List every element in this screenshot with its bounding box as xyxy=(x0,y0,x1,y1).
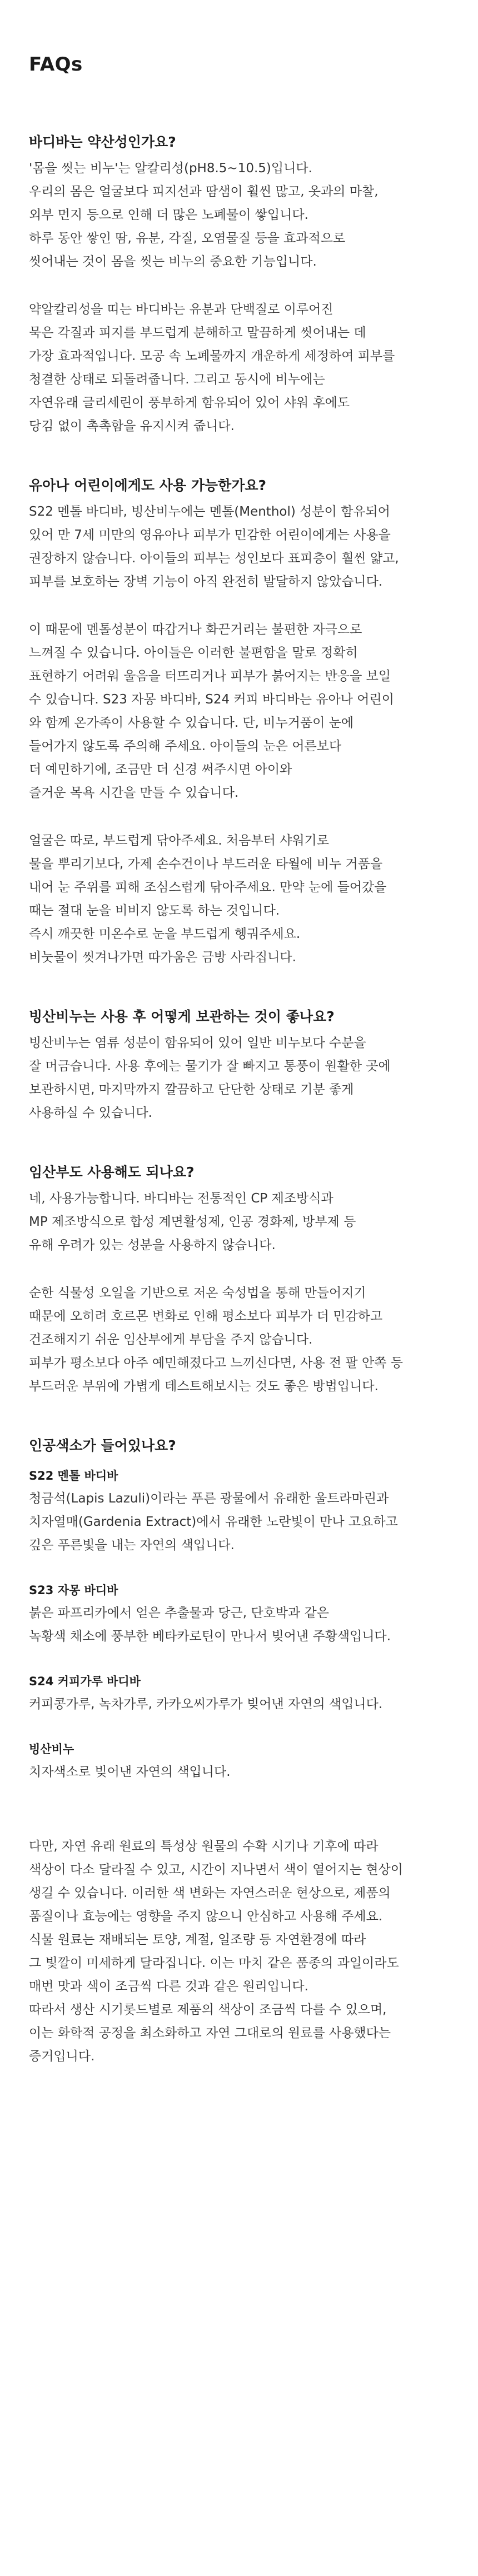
colorant-product-title: S23 자몽 바디바 xyxy=(29,1584,118,1597)
faq-answer-paragraph: 빙산비누는 염류 성분이 함유되어 있어 일반 비누보다 수분을 잘 머금습니다. 사용 후에는 물기가 잘 빠지고 통풍이 원활한 곳에 보관하시면, 마지막까지 깔끔하고 단단한 상태로 기분 좋게 사용하실 수 있습니다. xyxy=(29,1036,391,1120)
faq-item-children xyxy=(29,475,449,969)
colorant-item-s24 xyxy=(29,1670,449,1716)
faq-answer-paragraph: 약알칼리성을 띠는 바디바는 유분과 단백질로 이루어진 묵은 각질과 피지를 부드럽게 분해하고 말끔하게 씻어내는 데 가장 효과적입니다. 모공 속 노폐물까지 개운하게 세정하여 피부를 청결한 상태로 되돌려줍니다. 그리고 동시에 비누에는 자연유래 글리세린이 풍부하게 함유되어 있어 샤워 후에도 당김 없이 촉촉함을 유지시켜 줍니다. xyxy=(29,302,395,433)
faq-answer-paragraph: S22 멘톨 바디바, 빙산비누에는 멘톨(Menthol) 성분이 함유되어 있어 만 7세 미만의 영유아나 피부가 민감한 어린이에게는 사용을 권장하지 않습니다. 아이들의 피부는 성인보다 표피층이 훨씬 얇고, 피부를 보호하는 장벽 기능이 아직 완전히 발달하지 않았습니다. xyxy=(29,505,399,589)
colorant-item-s22 xyxy=(29,1465,449,1557)
colorant-description: 붉은 파프리카에서 얻은 추출물과 당근, 단호박과 같은 녹황색 채소에 풍부한 베타카로틴이 만나서 빚어낸 주황색입니다. xyxy=(29,1606,391,1644)
colorant-description: 치자색소로 빚어낸 자연의 색입니다. xyxy=(29,1765,231,1779)
faq-answer-paragraph: 얼굴은 따로, 부드럽게 닦아주세요. 처음부터 샤워기로 물을 뿌리기보다, 가제 손수건이나 부드러운 타월에 비누 거품을 내어 눈 주위를 피해 조심스럽게 닦아주세요. 만약 눈에 들어갔을 때는 절대 눈을 비비지 않도록 하는 것입니다. 즉시 깨끗한 미온수로 눈을 부드럽게 헹궈주세요. 비눗물이 씻겨나가면 따가움은 금방 사라집니다. xyxy=(29,833,387,965)
faq-question: 임산부도 사용해도 되나요? xyxy=(29,1164,195,1180)
colorant-description: 커피콩가루, 녹차가루, 카카오씨가루가 빚어낸 자연의 색입니다. xyxy=(29,1697,383,1711)
faq-item-alkaline xyxy=(29,131,449,438)
colorant-closing-paragraph: 다만, 자연 유래 원료의 특성상 원물의 수확 시기나 기후에 따라 색상이 다소 달라질 수 있고, 시간이 지나면서 색이 옅어지는 현상이 생길 수 있습니다. 이러한 색 변화는 자연스러운 현상으로, 제품의 품질이나 효능에는 영향을 주지 않으니 안심하고 사용해 주세요. 식물 원료는 재배되는 토양, 계절, 일조량 등 자연환경에 따라 그 빛깔이 미세하게 달라집니다. 이는 마치 같은 품종의 과일이라도 매번 맛과 색이 조금씩 다른 것과 같은 원리입니다. 따라서 생산 시기롯드별로 제품의 색상이 조금씩 다를 수 있으며, 이는 화학적 공정을 최소화하고 자연 그대로의 원료를 사용했다는 증거입니다. xyxy=(29,1839,403,2064)
colorant-description: 청금석(Lapis Lazuli)이라는 푸른 광물에서 유래한 울트라마린과 치자열매(Gardenia Extract)에서 유래한 노란빛이 만나 고요하고 깊은 푸른빛을 내는 자연의 색입니다. xyxy=(29,1491,398,1552)
faq-answer-paragraph: '몸을 씻는 비누'는 알칼리성(pH8.5~10.5)입니다. 우리의 몸은 얼굴보다 피지선과 땀샘이 훨씬 많고, 옷과의 마찰, 외부 먼지 등으로 인해 더 많은 노폐물이 쌓입니다. 하루 동안 쌓인 땀, 유분, 각질, 오염물질 등을 효과적으로 씻어내는 것이 몸을 씻는 비누의 중요한 기능입니다. xyxy=(29,161,379,269)
colorant-item-iceberg xyxy=(29,1738,449,1784)
faq-answer-paragraph: 순한 식물성 오일을 기반으로 저온 숙성법을 통해 만들어지기 때문에 오히려 호르몬 변화로 인해 평소보다 피부가 더 민감하고 건조해지기 쉬운 임산부에게 부담을 주지 않습니다. 피부가 평소보다 아주 예민해졌다고 느끼신다면, 사용 전 팔 안쪽 등 부드러운 부위에 가볍게 테스트해보시는 것도 좋은 방법입니다. xyxy=(29,1286,403,1394)
faq-answer-paragraph: 이 때문에 멘톨성분이 따갑거나 화끈거리는 불편한 자극으로 느껴질 수 있습니다. 아이들은 이러한 불편함을 말로 정확히 표현하기 어려워 울음을 터뜨리거나 피부가 붉어지는 반응을 보일 수 있습니다. S23 자몽 바디바, S24 커피 바디바는 유아나 어린이 와 함께 온가족이 사용할 수 있습니다. 단, 비누거품이 눈에 들어가지 않도록 주의해 주세요. 아이들의 눈은 어른보다 더 예민하기에, 조금만 더 신경 써주시면 아이와 즐거운 목욕 시간을 만들 수 있습니다. xyxy=(29,622,394,800)
faq-question: 빙산비누는 사용 후 어떻게 보관하는 것이 좋나요? xyxy=(29,1009,335,1025)
faq-question: 바디바는 약산성인가요? xyxy=(29,134,176,150)
colorant-product-title: S22 멘톨 바디바 xyxy=(29,1469,118,1482)
faq-question: 유아나 어린이에게도 사용 가능한가요? xyxy=(29,477,267,493)
faq-question: 인공색소가 들어있나요? xyxy=(29,1437,176,1454)
faq-item-colorants xyxy=(29,1435,449,2068)
faq-item-storage xyxy=(29,1006,449,1125)
faq-answer-paragraph: 네, 사용가능합니다. 바디바는 전통적인 CP 제조방식과 MP 제조방식으로 합성 계면활성제, 인공 경화제, 방부제 등 유해 우려가 있는 성분을 사용하지 않습니다. xyxy=(29,1191,356,1252)
colorant-product-title: S24 커피가루 바디바 xyxy=(29,1675,141,1688)
faq-item-pregnancy xyxy=(29,1161,449,1398)
page-title: FAQs xyxy=(29,53,83,76)
colorant-product-title: 빙산비누 xyxy=(29,1743,74,1756)
colorant-item-s23 xyxy=(29,1579,449,1648)
